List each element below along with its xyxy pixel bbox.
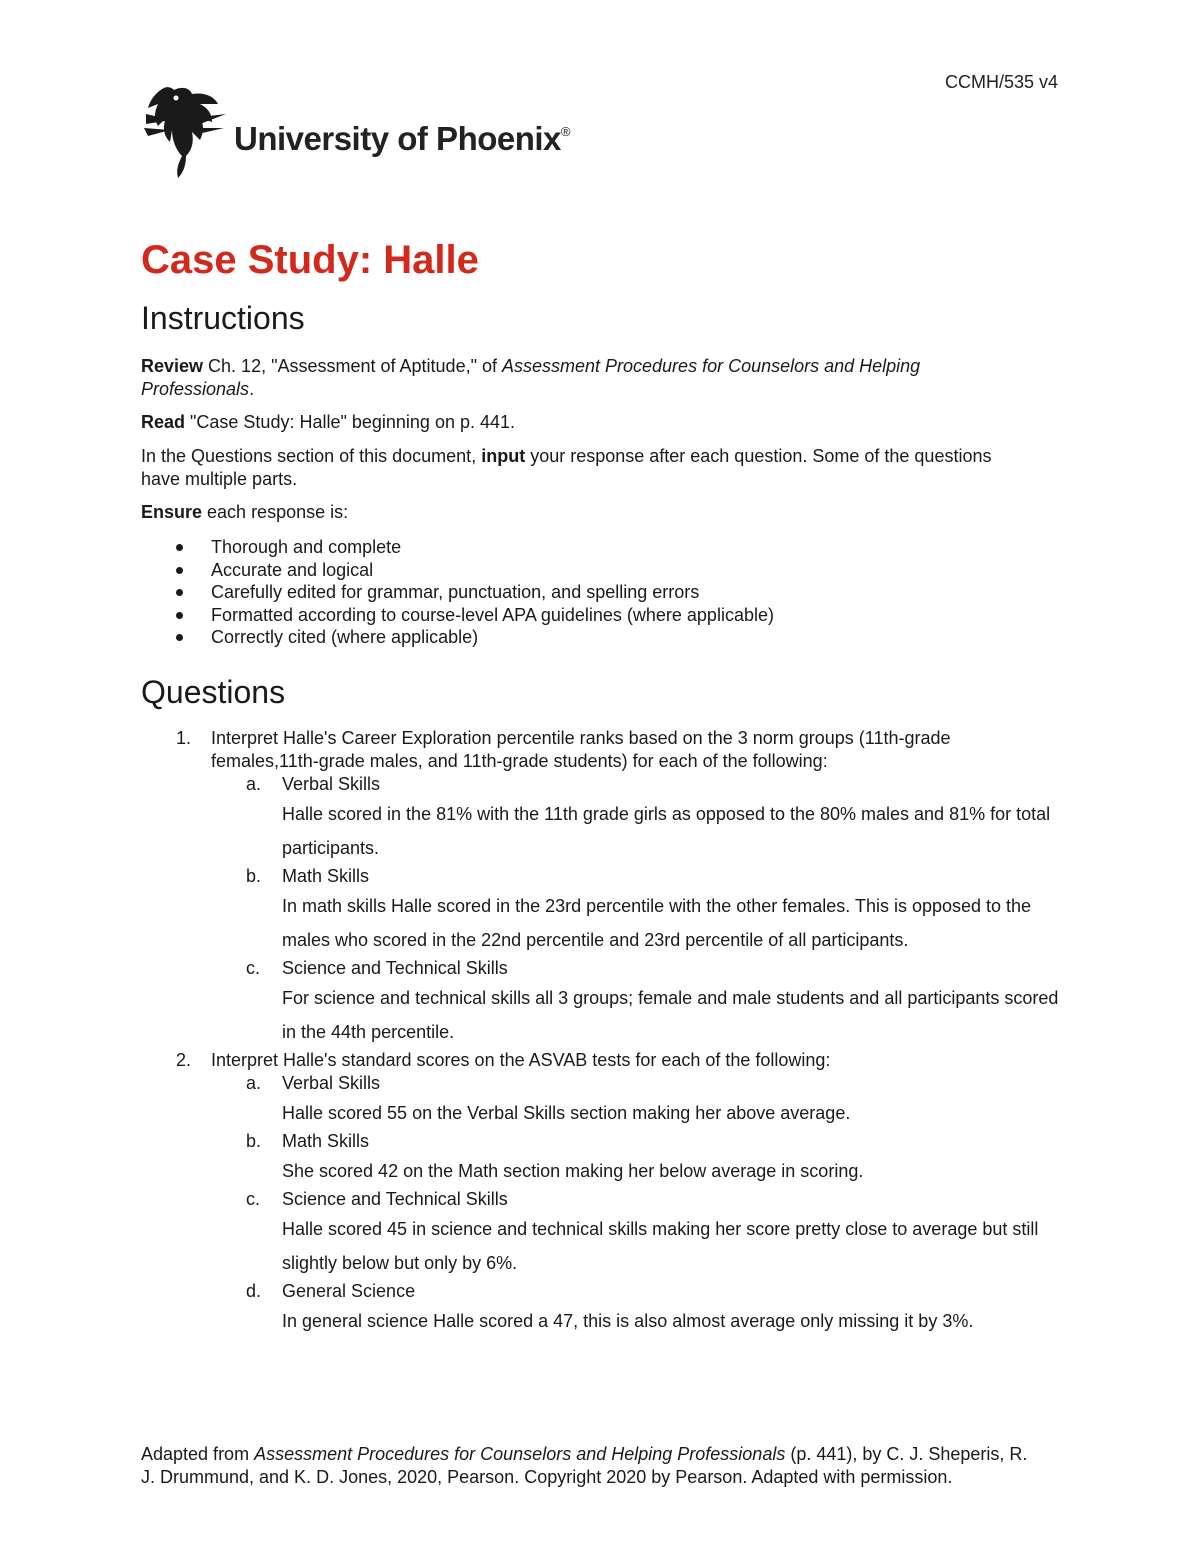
part-answer: For science and technical skills all 3 groups; female and male students and all participants scored in the 44th percentile.	[282, 988, 1059, 1042]
questions-heading: Questions	[141, 674, 286, 710]
question-text: Interpret Halle's Career Exploration percentile ranks based on the 3 norm groups (11th-grade females,11th-grade males, and 11th-grade students) for each of the following:	[211, 728, 951, 771]
bullet-icon	[176, 634, 183, 641]
bullet-icon	[176, 544, 183, 551]
input-text2: your response after each question. Some of the questions have multiple parts.	[141, 446, 992, 489]
part-label: d.	[246, 1281, 262, 1301]
course-code: CCMH/535 v4	[944, 72, 1058, 92]
logo-text: University of Phoenix	[234, 120, 561, 157]
list-item-text: Formatted according to course-level APA guidelines (where applicable)	[211, 604, 774, 625]
read-paragraph	[141, 411, 1021, 434]
part-answer: Halle scored 45 in science and technical skills making her score pretty close to average but still slightly below but only by 6%.	[282, 1219, 1039, 1273]
questions-list	[141, 727, 1061, 1338]
part-label: b.	[246, 866, 262, 886]
part-label: b.	[246, 1131, 262, 1151]
footer-text2: (p. 441), by C. J. Sheperis, R. J. Drummund, and K. D. Jones, 2020, Pearson. Copyright 2020 by Pearson. Adapted with permission.	[141, 1444, 1028, 1487]
ensure-text: each response is:	[202, 502, 349, 522]
question-number: 1.	[176, 728, 192, 748]
footer-text1: Adapted from	[141, 1444, 255, 1464]
question-part	[211, 1072, 1061, 1130]
review-bold: Review	[141, 356, 204, 376]
bullet-icon	[176, 567, 183, 574]
part-label: a.	[246, 1073, 262, 1093]
source-citation	[141, 1443, 1041, 1489]
input-paragraph	[141, 445, 1021, 491]
ensure-paragraph	[141, 501, 1021, 524]
review-book-title: Assessment Procedures for Counselors and Helping Professionals	[141, 356, 921, 399]
ensure-bold: Ensure	[141, 502, 203, 522]
read-text: "Case Study: Halle" beginning on p. 441.	[185, 412, 516, 432]
part-title: Math Skills	[282, 1131, 370, 1151]
part-answer: Halle scored 55 on the Verbal Skills section making her above average.	[282, 1103, 851, 1123]
part-answer: She scored 42 on the Math section making her below average in scoring.	[282, 1161, 864, 1181]
list-item-text: Correctly cited (where applicable)	[211, 627, 479, 648]
phoenix-bird-icon	[142, 84, 228, 180]
question-2	[141, 1049, 1061, 1338]
input-text1: In the Questions section of this document,	[141, 446, 482, 466]
read-bold: Read	[141, 412, 186, 432]
question-part	[211, 865, 1061, 957]
list-item	[141, 559, 1041, 582]
page-title: Case Study: Halle	[141, 238, 479, 282]
footer-book-title: Assessment Procedures for Counselors and Helping Professionals	[254, 1444, 786, 1464]
part-label: a.	[246, 774, 262, 794]
list-item-text: Thorough and complete	[211, 537, 402, 557]
part-answer: In general science Halle scored a 47, this is also almost average only missing it by 3%.	[282, 1311, 974, 1331]
university-logo	[142, 84, 572, 180]
review-text2: .	[249, 379, 255, 399]
part-answer: Halle scored in the 81% with the 11th grade girls as opposed to the 80% males and 81% for total participants.	[282, 804, 1051, 858]
question-part	[211, 773, 1061, 865]
list-item	[141, 604, 1041, 627]
part-title: General Science	[282, 1281, 416, 1301]
bullet-icon	[176, 612, 183, 619]
instructions-heading: Instructions	[141, 300, 305, 336]
question-1	[141, 727, 1061, 1049]
criteria-list	[141, 536, 1041, 649]
part-title: Science and Technical Skills	[282, 958, 508, 978]
registered-mark: ®	[560, 124, 571, 139]
list-item-text: Accurate and logical	[211, 559, 374, 580]
list-item	[141, 581, 1041, 604]
list-item-text: Carefully edited for grammar, punctuation, and spelling errors	[211, 582, 700, 603]
question-number: 2.	[176, 1050, 192, 1070]
part-title: Verbal Skills	[282, 774, 381, 794]
part-title: Math Skills	[282, 866, 370, 886]
list-item	[141, 626, 1041, 649]
part-label: c.	[246, 1189, 261, 1209]
question-part	[211, 1130, 1061, 1188]
bullet-icon	[176, 589, 183, 596]
part-label: c.	[246, 958, 261, 978]
review-paragraph	[141, 355, 1021, 401]
logo-wordmark	[234, 112, 570, 159]
part-answer: In math skills Halle scored in the 23rd percentile with the other females. This is opposed to the males who scored in the 22nd percentile and 23rd percentile of all participants.	[282, 896, 1032, 950]
list-item	[141, 536, 1041, 559]
input-bold: input	[481, 446, 526, 466]
question-part	[211, 957, 1061, 1049]
part-title: Science and Technical Skills	[282, 1189, 508, 1209]
review-text1: Ch. 12, "Assessment of Aptitude," of	[203, 356, 502, 376]
question-part	[211, 1280, 1061, 1338]
part-title: Verbal Skills	[282, 1073, 381, 1093]
question-part	[211, 1188, 1061, 1280]
question-text: Interpret Halle's standard scores on the ASVAB tests for each of the following:	[211, 1050, 831, 1070]
